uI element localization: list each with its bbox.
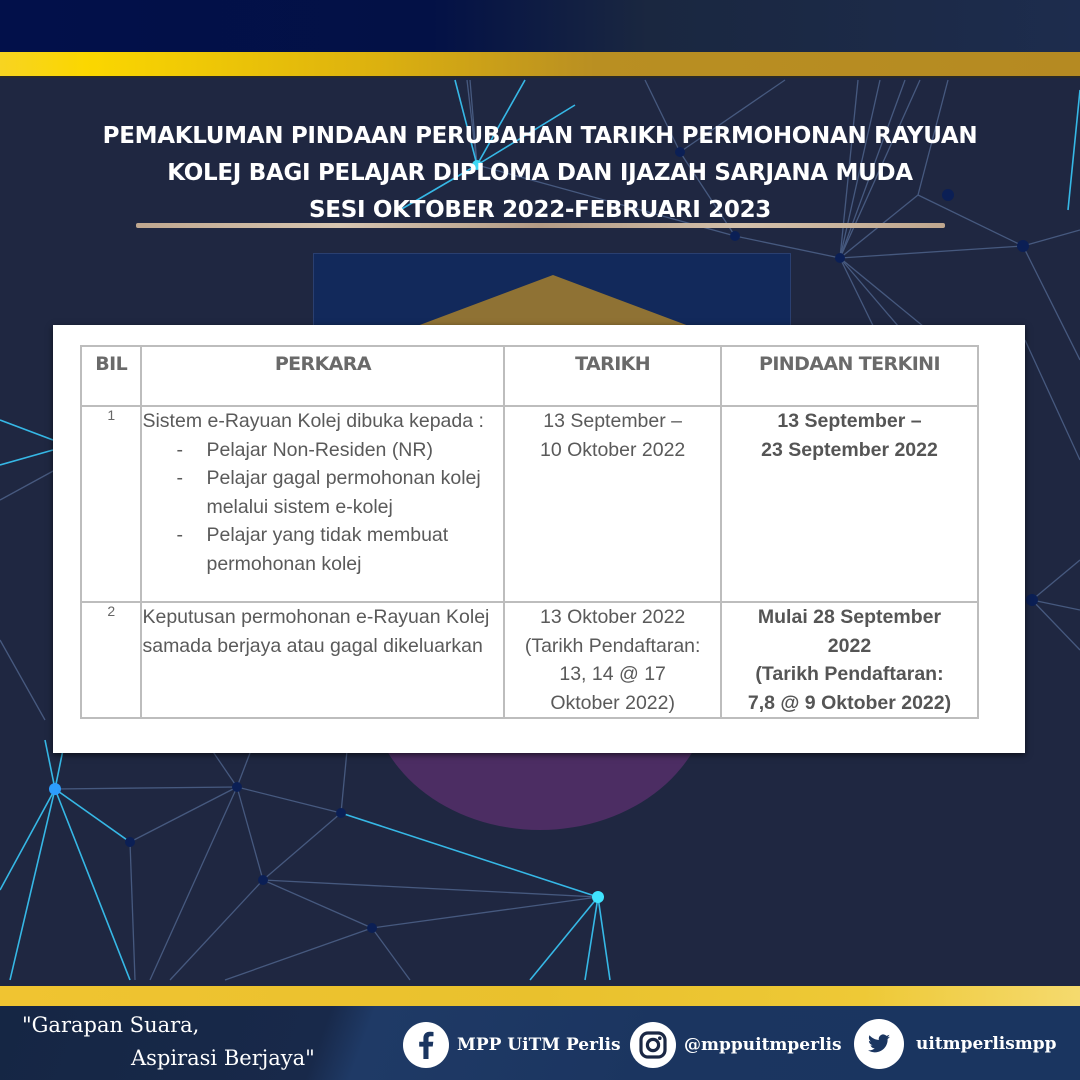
- gold-bar-top: [0, 52, 1080, 78]
- slogan-line-2: Aspirasi Berjaya": [131, 1046, 315, 1070]
- column-header-tarikh: TARIKH: [504, 346, 721, 406]
- twitter-link[interactable]: [854, 1019, 1057, 1069]
- table-row: [81, 406, 978, 602]
- tarikh-line: Oktober 2022): [550, 691, 675, 714]
- cell-tarikh: [504, 602, 721, 718]
- tarikh-line: 10 Oktober 2022: [540, 438, 686, 461]
- title-divider: [136, 223, 945, 228]
- column-header-bil: BIL: [81, 346, 141, 406]
- instagram-label: @mppuitmperlis: [684, 1035, 842, 1055]
- pindaan-line: Mulai 28 September: [757, 606, 942, 628]
- column-header-pindaan-terkini: PINDAAN TERKINI: [721, 346, 978, 406]
- pindaan-line: 13 September –: [777, 410, 922, 432]
- title-line-1: PEMAKLUMAN PINDAAN PERUBAHAN TARIKH PERMOHONAN RAYUAN: [102, 123, 978, 149]
- schedule-table: [80, 345, 979, 719]
- gold-bar-bottom: [0, 986, 1080, 1006]
- page-title: [60, 118, 1020, 229]
- slogan-line-1: "Garapan Suara,: [22, 1013, 200, 1037]
- list-item: - Pelajar Non-Residen (NR): [174, 436, 503, 465]
- pindaan-line: 7,8 @ 9 Oktober 2022): [747, 691, 952, 714]
- table-header-row: [81, 346, 978, 406]
- tarikh-line: 13 September –: [543, 410, 683, 432]
- cell-bil: 1: [81, 406, 141, 602]
- facebook-label: MPP UiTM Perlis: [457, 1035, 621, 1055]
- column-header-perkara: PERKARA: [141, 346, 504, 406]
- twitter-icon: [854, 1019, 904, 1069]
- pindaan-line: 23 September 2022: [761, 438, 938, 461]
- tarikh-line: 13 Oktober 2022: [540, 606, 686, 628]
- title-line-3: SESI OKTOBER 2022-FEBRUARI 2023: [309, 197, 771, 223]
- perkara-list: [142, 436, 503, 579]
- cell-tarikh: [504, 406, 721, 602]
- tarikh-line: (Tarikh Pendaftaran:: [524, 634, 701, 657]
- tarikh-line: 13, 14 @ 17: [559, 663, 666, 685]
- facebook-icon: [403, 1022, 449, 1068]
- cell-perkara: [141, 406, 504, 602]
- cell-bil: 2: [81, 602, 141, 718]
- title-line-2: KOLEJ BAGI PELAJAR DIPLOMA DAN IJAZAH SARJANA MUDA: [167, 160, 913, 186]
- cell-pindaan-terkini: [721, 406, 978, 602]
- pindaan-line: 2022: [827, 634, 872, 657]
- list-item: - Pelajar yang tidak membuat permohonan kolej: [174, 521, 503, 578]
- list-item: - Pelajar gagal permohonan kolej melalui sistem e-kolej: [174, 464, 503, 521]
- facebook-link[interactable]: [403, 1022, 621, 1068]
- table-row: [81, 602, 978, 718]
- notice-card: [53, 325, 1025, 753]
- cell-pindaan-terkini: [721, 602, 978, 718]
- top-band: [0, 0, 1080, 52]
- pindaan-line: (Tarikh Pendaftaran:: [755, 663, 944, 685]
- instagram-icon: [630, 1022, 676, 1068]
- cell-perkara: Keputusan permohonan e-Rayuan Kolej samada berjaya atau gagal dikeluarkan: [141, 602, 504, 718]
- instagram-link[interactable]: [630, 1022, 842, 1068]
- twitter-label: uitmperlismpp: [916, 1034, 1057, 1054]
- perkara-text: Sistem e-Rayuan Kolej dibuka kepada :: [142, 410, 484, 432]
